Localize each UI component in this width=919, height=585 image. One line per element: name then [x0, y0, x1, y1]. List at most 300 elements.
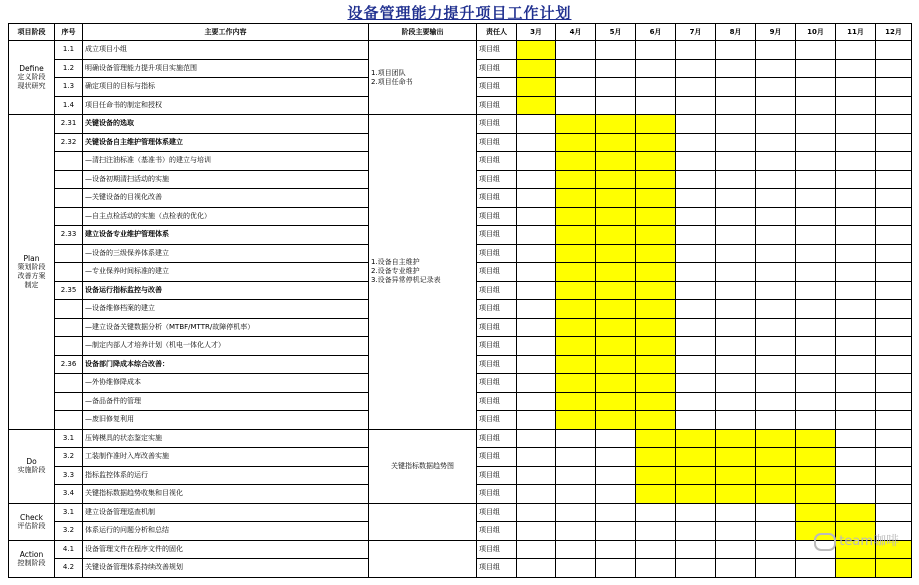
gantt-cell — [716, 466, 756, 485]
gantt-cell — [636, 466, 676, 485]
owner-cell: 项目组 — [477, 540, 517, 559]
task-content: —设备维修档案的建立 — [83, 300, 369, 319]
gantt-cell — [676, 96, 716, 115]
gantt-cell — [676, 170, 716, 189]
task-content: 关键设备的选取 — [83, 115, 369, 134]
gantt-cell — [876, 226, 912, 245]
row-number: 3.2 — [55, 522, 83, 541]
table-row — [9, 41, 912, 60]
gantt-cell — [556, 281, 596, 300]
owner-cell: 项目组 — [477, 96, 517, 115]
gantt-cell — [596, 392, 636, 411]
gantt-cell — [517, 226, 556, 245]
gantt-cell — [716, 559, 756, 578]
task-content: —专业保养时间标准的建立 — [83, 263, 369, 282]
task-content: 关键设备自主维护管理体系建立 — [83, 133, 369, 152]
gantt-cell — [676, 244, 716, 263]
row-number: 4.1 — [55, 540, 83, 559]
task-content: —废旧修复利用 — [83, 411, 369, 430]
gantt-cell — [517, 448, 556, 467]
gantt-cell — [676, 133, 716, 152]
gantt-cell — [756, 559, 796, 578]
task-content: 指标监控体系的运行 — [83, 466, 369, 485]
gantt-cell — [556, 374, 596, 393]
gantt-cell — [636, 96, 676, 115]
phase-cn-label: 控制阶段 — [17, 558, 46, 567]
gantt-cell — [836, 355, 876, 374]
row-number: 3.3 — [55, 466, 83, 485]
gantt-cell — [756, 429, 796, 448]
gantt-cell — [716, 337, 756, 356]
gantt-cell — [596, 41, 636, 60]
gantt-cell — [636, 448, 676, 467]
gantt-cell — [636, 41, 676, 60]
gantt-cell — [876, 374, 912, 393]
gantt-cell — [636, 485, 676, 504]
phase-en-label: Define — [19, 64, 44, 73]
gantt-cell — [676, 374, 716, 393]
gantt-cell — [796, 300, 836, 319]
gantt-cell — [836, 411, 876, 430]
gantt-cell — [517, 522, 556, 541]
gantt-cell — [596, 300, 636, 319]
gantt-cell — [556, 152, 596, 171]
phase-cn-label: 策划阶段 改善方案 制定 — [17, 262, 46, 289]
gantt-cell — [517, 207, 556, 226]
header-month: 8月 — [716, 24, 756, 41]
gantt-cell — [517, 115, 556, 134]
gantt-cell — [756, 411, 796, 430]
gantt-cell — [836, 392, 876, 411]
gantt-cell — [876, 59, 912, 78]
gantt-cell — [596, 411, 636, 430]
gantt-cell — [556, 522, 596, 541]
gantt-cell — [756, 485, 796, 504]
phase-output — [369, 540, 477, 577]
gantt-cell — [596, 337, 636, 356]
header-month: 9月 — [756, 24, 796, 41]
owner-cell: 项目组 — [477, 448, 517, 467]
phase-output — [369, 503, 477, 540]
gantt-cell — [676, 448, 716, 467]
gantt-cell — [716, 207, 756, 226]
header-month: 7月 — [676, 24, 716, 41]
gantt-cell — [636, 522, 676, 541]
gantt-cell — [756, 318, 796, 337]
gantt-cell — [676, 263, 716, 282]
gantt-cell — [876, 170, 912, 189]
gantt-cell — [716, 392, 756, 411]
gantt-cell — [676, 559, 716, 578]
gantt-cell — [836, 207, 876, 226]
gantt-cell — [676, 337, 716, 356]
owner-cell: 项目组 — [477, 374, 517, 393]
row-number: 4.2 — [55, 559, 83, 578]
phase-cell — [9, 115, 55, 430]
gantt-cell — [596, 244, 636, 263]
row-number — [55, 263, 83, 282]
gantt-cell — [716, 355, 756, 374]
gantt-cell — [796, 392, 836, 411]
owner-cell: 项目组 — [477, 207, 517, 226]
row-number: 1.1 — [55, 41, 83, 60]
owner-cell: 项目组 — [477, 41, 517, 60]
task-content: —外协维修降成本 — [83, 374, 369, 393]
gantt-cell — [636, 244, 676, 263]
gantt-cell — [596, 374, 636, 393]
gantt-cell — [556, 392, 596, 411]
gantt-cell — [556, 170, 596, 189]
owner-cell: 项目组 — [477, 78, 517, 97]
gantt-cell — [796, 337, 836, 356]
gantt-cell — [756, 207, 796, 226]
task-content: —设备的三级保养体系建立 — [83, 244, 369, 263]
gantt-cell — [676, 152, 716, 171]
gantt-cell — [836, 503, 876, 522]
gantt-cell — [756, 300, 796, 319]
gantt-cell — [876, 318, 912, 337]
gantt-cell — [556, 133, 596, 152]
gantt-cell — [556, 429, 596, 448]
gantt-cell — [796, 244, 836, 263]
gantt-cell — [636, 300, 676, 319]
phase-output: 1.项目团队 2.项目任命书 — [369, 41, 477, 115]
gantt-cell — [556, 466, 596, 485]
task-content: —清扫注油标准（基准书）的建立与培训 — [83, 152, 369, 171]
owner-cell: 项目组 — [477, 133, 517, 152]
gantt-cell — [756, 41, 796, 60]
gantt-cell — [636, 559, 676, 578]
gantt-cell — [636, 337, 676, 356]
gantt-cell — [676, 189, 716, 208]
gantt-cell — [716, 41, 756, 60]
gantt-cell — [517, 244, 556, 263]
gantt-cell — [556, 485, 596, 504]
gantt-cell — [876, 152, 912, 171]
gantt-cell — [517, 503, 556, 522]
task-content: 建立设备专业维护管理体系 — [83, 226, 369, 245]
phase-cell — [9, 503, 55, 540]
row-number: 2.32 — [55, 133, 83, 152]
gantt-cell — [517, 374, 556, 393]
gantt-cell — [796, 374, 836, 393]
gantt-cell — [716, 59, 756, 78]
gantt-cell — [517, 466, 556, 485]
gantt-cell — [836, 133, 876, 152]
gantt-cell — [756, 115, 796, 134]
gantt-cell — [676, 226, 716, 245]
gantt-cell — [716, 411, 756, 430]
gantt-cell — [676, 411, 716, 430]
gantt-cell — [716, 374, 756, 393]
gantt-cell — [716, 522, 756, 541]
row-number: 3.4 — [55, 485, 83, 504]
row-number — [55, 152, 83, 171]
gantt-cell — [676, 355, 716, 374]
owner-cell: 项目组 — [477, 189, 517, 208]
gantt-cell — [596, 133, 636, 152]
gantt-cell — [836, 263, 876, 282]
gantt-cell — [517, 59, 556, 78]
gantt-cell — [836, 41, 876, 60]
owner-cell: 项目组 — [477, 170, 517, 189]
gantt-cell — [517, 152, 556, 171]
row-number: 3.1 — [55, 429, 83, 448]
row-number: 3.1 — [55, 503, 83, 522]
gantt-cell — [636, 429, 676, 448]
gantt-cell — [676, 78, 716, 97]
gantt-cell — [796, 207, 836, 226]
gantt-cell — [716, 429, 756, 448]
gantt-cell — [876, 300, 912, 319]
gantt-cell — [556, 189, 596, 208]
gantt-cell — [596, 152, 636, 171]
gantt-cell — [836, 115, 876, 134]
task-content: 设备运行指标监控与改善 — [83, 281, 369, 300]
gantt-cell — [676, 41, 716, 60]
owner-cell: 项目组 — [477, 115, 517, 134]
owner-cell: 项目组 — [477, 244, 517, 263]
gantt-cell — [596, 226, 636, 245]
gantt-cell — [756, 540, 796, 559]
gantt-cell — [796, 78, 836, 97]
gantt-cell — [716, 318, 756, 337]
gantt-cell — [556, 207, 596, 226]
gantt-cell — [636, 503, 676, 522]
gantt-cell — [756, 374, 796, 393]
phase-en-label: Plan — [23, 253, 40, 263]
gantt-cell — [636, 207, 676, 226]
owner-cell: 项目组 — [477, 263, 517, 282]
header-month: 5月 — [596, 24, 636, 41]
gantt-cell — [836, 300, 876, 319]
task-content: 体系运行的问题分析和总结 — [83, 522, 369, 541]
gantt-cell — [796, 59, 836, 78]
gantt-cell — [756, 78, 796, 97]
phase-en-label: Check — [19, 512, 44, 522]
gantt-cell — [556, 41, 596, 60]
header-month: 4月 — [556, 24, 596, 41]
gantt-cell — [556, 318, 596, 337]
gantt-cell — [836, 466, 876, 485]
gantt-cell — [596, 429, 636, 448]
task-content: —建立设备关键数据分析（MTBF/MTTR/故障停机率） — [83, 318, 369, 337]
gantt-cell — [676, 503, 716, 522]
owner-cell: 项目组 — [477, 300, 517, 319]
header-owner: 责任人 — [477, 24, 517, 41]
gantt-cell — [756, 263, 796, 282]
gantt-cell — [796, 189, 836, 208]
gantt-cell — [596, 281, 636, 300]
gantt-cell — [676, 485, 716, 504]
gantt-cell — [596, 263, 636, 282]
gantt-cell — [636, 152, 676, 171]
gantt-cell — [756, 448, 796, 467]
gantt-cell — [517, 540, 556, 559]
gantt-cell — [876, 485, 912, 504]
gantt-cell — [876, 189, 912, 208]
gantt-cell — [716, 448, 756, 467]
gantt-cell — [836, 374, 876, 393]
gantt-cell — [676, 392, 716, 411]
row-number — [55, 170, 83, 189]
gantt-cell — [596, 115, 636, 134]
header-month: 6月 — [636, 24, 676, 41]
gantt-cell — [796, 485, 836, 504]
gantt-cell — [676, 466, 716, 485]
gantt-cell — [676, 207, 716, 226]
gantt-cell — [517, 392, 556, 411]
gantt-cell — [796, 152, 836, 171]
task-content: 项目任命书的制定和授权 — [83, 96, 369, 115]
gantt-cell — [796, 411, 836, 430]
gantt-cell — [636, 281, 676, 300]
gantt-cell — [676, 281, 716, 300]
gantt-cell — [556, 559, 596, 578]
gantt-cell — [836, 189, 876, 208]
phase-cn-label: 定义阶段 现状研究 — [17, 73, 46, 90]
plan-body — [9, 41, 912, 578]
phase-cell — [9, 540, 55, 577]
gantt-cell — [836, 448, 876, 467]
row-number: 2.36 — [55, 355, 83, 374]
task-content: 设备部门降成本综合改善： — [83, 355, 369, 374]
gantt-cell — [517, 281, 556, 300]
row-number — [55, 392, 83, 411]
gantt-cell — [836, 429, 876, 448]
gantt-cell — [676, 540, 716, 559]
gantt-cell — [517, 485, 556, 504]
owner-cell: 项目组 — [477, 337, 517, 356]
gantt-cell — [517, 133, 556, 152]
gantt-cell — [596, 207, 636, 226]
header-month: 10月 — [796, 24, 836, 41]
phase-cn-label: 实施阶段 — [17, 466, 46, 474]
gantt-cell — [796, 429, 836, 448]
row-number — [55, 374, 83, 393]
gantt-cell — [796, 318, 836, 337]
gantt-cell — [756, 466, 796, 485]
header-month: 3月 — [517, 24, 556, 41]
table-row — [9, 503, 912, 522]
gantt-cell — [517, 170, 556, 189]
gantt-cell — [836, 152, 876, 171]
gantt-cell — [716, 244, 756, 263]
owner-cell: 项目组 — [477, 318, 517, 337]
gantt-cell — [596, 170, 636, 189]
task-content: 工装制作准时入库改善实施 — [83, 448, 369, 467]
gantt-cell — [517, 411, 556, 430]
gantt-cell — [876, 115, 912, 134]
gantt-cell — [676, 429, 716, 448]
row-number — [55, 318, 83, 337]
table-row — [9, 115, 912, 134]
row-number — [55, 411, 83, 430]
owner-cell: 项目组 — [477, 411, 517, 430]
gantt-cell — [876, 281, 912, 300]
gantt-cell — [556, 263, 596, 282]
row-number: 1.3 — [55, 78, 83, 97]
task-content: —设备初期清扫活动的实施 — [83, 170, 369, 189]
gantt-cell — [676, 59, 716, 78]
header-content: 主要工作内容 — [83, 24, 369, 41]
gantt-cell — [716, 503, 756, 522]
gantt-cell — [836, 559, 876, 578]
gantt-cell — [716, 96, 756, 115]
gantt-cell — [796, 226, 836, 245]
gantt-cell — [756, 133, 796, 152]
task-content: 确定项目的目标与指标 — [83, 78, 369, 97]
gantt-cell — [876, 96, 912, 115]
table-row — [9, 429, 912, 448]
task-content: 关键指标数据趋势收集和目视化 — [83, 485, 369, 504]
gantt-cell — [756, 337, 796, 356]
wechat-icon — [814, 533, 836, 551]
gantt-cell — [636, 78, 676, 97]
gantt-cell — [756, 189, 796, 208]
gantt-cell — [636, 189, 676, 208]
row-number — [55, 189, 83, 208]
gantt-cell — [796, 355, 836, 374]
task-content: —制定内部人才培养计划（机电一体化人才） — [83, 337, 369, 356]
owner-cell: 项目组 — [477, 429, 517, 448]
header-no: 序号 — [55, 24, 83, 41]
row-number: 1.2 — [55, 59, 83, 78]
gantt-cell — [556, 503, 596, 522]
watermark — [814, 530, 899, 551]
header-row — [9, 24, 912, 41]
phase-en-label: Do — [26, 457, 37, 466]
gantt-cell — [796, 263, 836, 282]
phase-output: 关键指标数据趋势图 — [369, 429, 477, 503]
gantt-cell — [556, 411, 596, 430]
gantt-cell — [517, 300, 556, 319]
gantt-cell — [876, 429, 912, 448]
gantt-cell — [636, 115, 676, 134]
task-content: 关键设备管理体系持续改善规划 — [83, 559, 369, 578]
gantt-cell — [836, 244, 876, 263]
task-content: —备品备件的管理 — [83, 392, 369, 411]
gantt-cell — [517, 41, 556, 60]
gantt-cell — [716, 540, 756, 559]
gantt-cell — [756, 226, 796, 245]
gantt-cell — [556, 244, 596, 263]
gantt-cell — [876, 41, 912, 60]
gantt-cell — [596, 448, 636, 467]
gantt-cell — [876, 559, 912, 578]
gantt-cell — [756, 392, 796, 411]
gantt-cell — [836, 226, 876, 245]
gantt-cell — [836, 96, 876, 115]
gantt-cell — [676, 300, 716, 319]
gantt-cell — [556, 115, 596, 134]
gantt-cell — [556, 300, 596, 319]
gantt-cell — [756, 96, 796, 115]
owner-cell: 项目组 — [477, 281, 517, 300]
gantt-cell — [796, 96, 836, 115]
gantt-cell — [756, 59, 796, 78]
gantt-cell — [876, 355, 912, 374]
task-content: 明确设备管理能力提升项目实施范围 — [83, 59, 369, 78]
gantt-cell — [517, 96, 556, 115]
gantt-cell — [716, 170, 756, 189]
gantt-cell — [796, 448, 836, 467]
gantt-cell — [796, 133, 836, 152]
phase-output: 1.设备自主维护 2.设备专业维护 3.设备异常停机记录表 — [369, 115, 477, 430]
gantt-cell — [636, 374, 676, 393]
owner-cell: 项目组 — [477, 59, 517, 78]
gantt-cell — [517, 78, 556, 97]
